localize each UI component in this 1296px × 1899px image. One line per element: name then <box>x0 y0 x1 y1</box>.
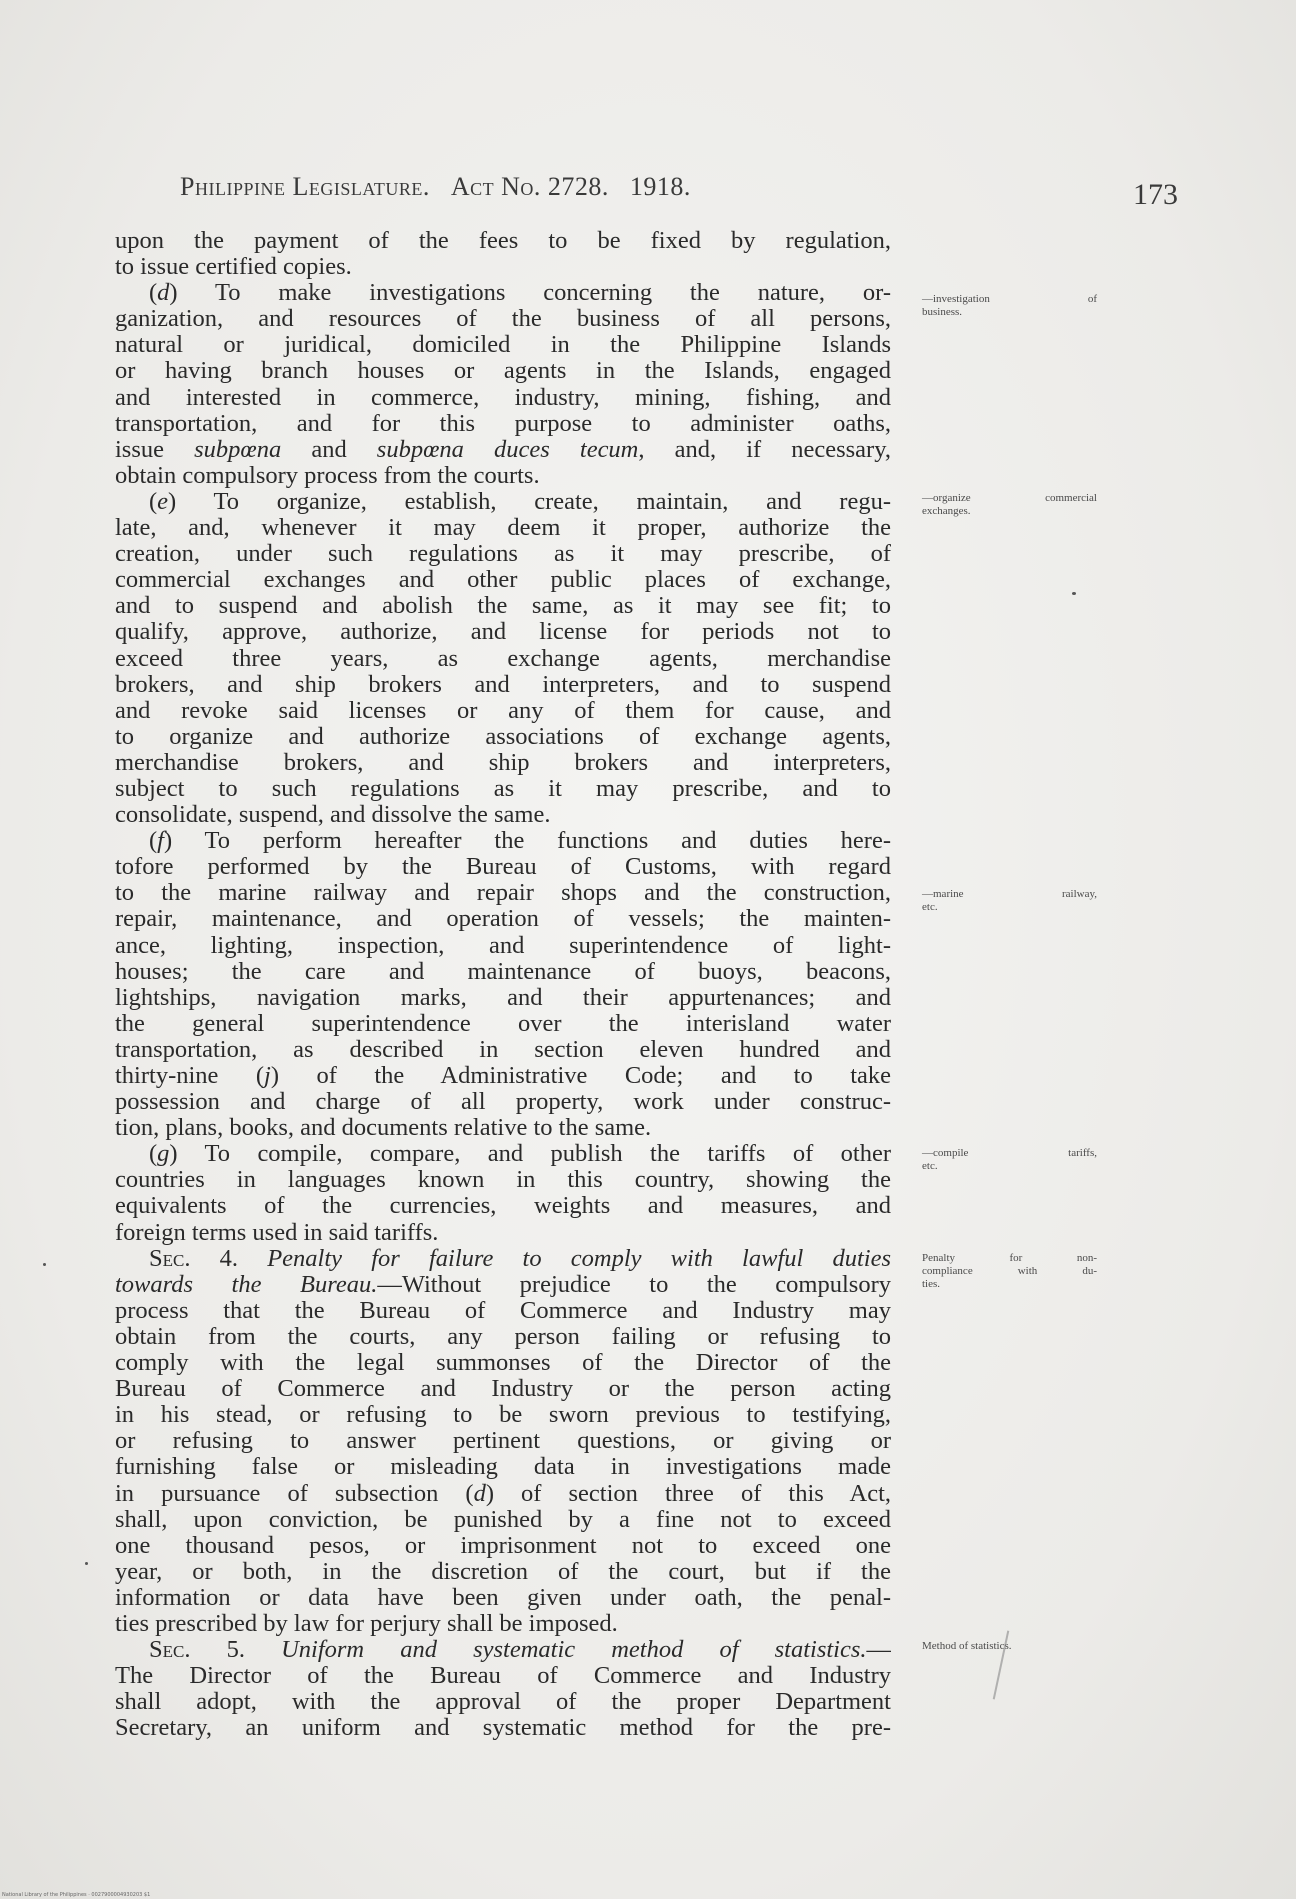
margin-note-line: —investigation of <box>922 293 1097 305</box>
text-line: shall adopt, with the approval of the proper Department <box>115 1689 891 1716</box>
margin-note <box>922 1252 1097 1291</box>
margin-note <box>922 1147 1097 1173</box>
text-line: in his stead, or refusing to be sworn previous to testifying, <box>115 1402 891 1429</box>
text-line: to organize and authorize associations of exchange agents, <box>115 723 891 750</box>
running-head-year: 1918. <box>629 172 691 201</box>
text-line: ties prescribed by law for perjury shall be imposed. <box>115 1610 618 1637</box>
text-line: consolidate, suspend, and dissolve the same. <box>115 802 551 829</box>
text-line: transportation, as described in section eleven hundred and <box>115 1036 891 1063</box>
text-line: subject to such regulations as it may prescribe, and to <box>115 775 891 802</box>
text-line: in pursuance of subsection (d) of section three of this Act, <box>115 1480 891 1507</box>
scan-speck <box>85 1562 88 1565</box>
text-line: Sec. 5. Uniform and systematic method of statistics.— <box>149 1637 891 1664</box>
text-line: and to suspend and abolish the same, as it may see fit; to <box>115 593 891 620</box>
text-line: The Director of the Bureau of Commerce and Industry <box>115 1663 891 1690</box>
text-line: year, or both, in the discretion of the court, but if the <box>115 1558 891 1585</box>
text-line: foreign terms used in said tariffs. <box>115 1219 439 1246</box>
text-line: natural or juridical, domiciled in the Philippine Islands <box>115 332 891 359</box>
text-line: countries in languages known in this country, showing the <box>115 1167 891 1194</box>
body-text <box>115 228 891 1741</box>
margin-note-line: exchanges. <box>922 505 971 517</box>
text-line: brokers, and ship brokers and interpreters, and to suspend <box>115 671 891 698</box>
text-line: exceed three years, as exchange agents, merchandise <box>115 645 891 672</box>
text-line: the general superintendence over the interisland water <box>115 1010 891 1037</box>
margin-note-line: etc. <box>922 901 938 913</box>
library-footer-strip: National Library of the Philippines · 0027900004930203 $1 <box>2 1892 151 1898</box>
text-line: and revoke said licenses or any of them for cause, and <box>115 697 891 724</box>
scan-speck <box>43 1263 46 1266</box>
text-line: (g) To compile, compare, and publish the tariffs of other <box>149 1141 891 1168</box>
margin-note <box>922 492 1097 518</box>
margin-note-line: ties. <box>922 1278 941 1290</box>
text-line: Bureau of Commerce and Industry or the person acting <box>115 1376 891 1403</box>
margin-note-line: compliance with du- <box>922 1265 1097 1277</box>
text-line: or refusing to answer pertinent questions, or giving or <box>115 1428 891 1455</box>
text-line: furnishing false or misleading data in investigations made <box>115 1454 891 1481</box>
text-line: creation, under such regulations as it may prescribe, of <box>115 541 891 568</box>
margin-note-line: —marine railway, <box>922 888 1097 900</box>
text-line: Secretary, an uniform and systematic method for the pre- <box>115 1715 891 1742</box>
text-line: tion, plans, books, and documents relative to the same. <box>115 1115 652 1142</box>
text-line: ance, lighting, inspection, and superintendence of light- <box>115 932 891 959</box>
text-line: late, and, whenever it may deem it proper, authorize the <box>115 515 891 542</box>
text-line: Sec. 4. Penalty for failure to comply with lawful duties <box>149 1245 891 1272</box>
text-line: and interested in commerce, industry, mining, fishing, and <box>115 384 891 411</box>
margin-note-line: —organize commercial <box>922 492 1097 504</box>
margin-note-line: Method of statistics. <box>922 1640 1012 1652</box>
text-line: process that the Bureau of Commerce and Industry may <box>115 1297 891 1324</box>
running-head <box>180 172 691 202</box>
text-line: one thousand pesos, or imprisonment not to exceed one <box>115 1532 891 1559</box>
text-line: transportation, and for this purpose to administer oaths, <box>115 410 891 437</box>
text-line: tofore performed by the Bureau of Customs, with regard <box>115 854 891 881</box>
running-head-act: Act No. 2728. <box>450 172 609 201</box>
text-line: possession and charge of all property, work under construc- <box>115 1089 891 1116</box>
text-line: or having branch houses or agents in the Islands, engaged <box>115 358 891 385</box>
text-line: shall, upon conviction, be punished by a fine not to exceed <box>115 1506 891 1533</box>
text-line: lightships, navigation marks, and their appurtenances; and <box>115 984 891 1011</box>
text-line: comply with the legal summonses of the Director of the <box>115 1350 891 1377</box>
text-line: (f) To perform hereafter the functions and duties here- <box>149 828 891 855</box>
text-line: commercial exchanges and other public places of exchange, <box>115 567 891 594</box>
text-line: repair, maintenance, and operation of vessels; the mainten- <box>115 906 891 933</box>
text-line: upon the payment of the fees to be fixed by regulation, <box>115 228 891 254</box>
text-line: obtain from the courts, any person failing or refusing to <box>115 1323 891 1350</box>
page-number: 173 <box>1133 178 1178 211</box>
scan-speck <box>1072 592 1076 595</box>
text-line: (e) To organize, establish, create, maintain, and regu- <box>149 488 891 515</box>
margin-note-line: business. <box>922 306 963 318</box>
text-line: qualify, approve, authorize, and license for periods not to <box>115 619 891 646</box>
text-line: houses; the care and maintenance of buoys, beacons, <box>115 958 891 985</box>
margin-note-line: —compile tariffs, <box>922 1147 1097 1159</box>
text-line: to the marine railway and repair shops and the construction, <box>115 880 891 907</box>
margin-note <box>922 293 1097 319</box>
margin-note-line: Penalty for non- <box>922 1252 1097 1264</box>
text-line: merchandise brokers, and ship brokers and interpreters, <box>115 749 891 776</box>
text-line: thirty-nine (j) of the Administrative Code; and to take <box>115 1063 891 1089</box>
text-line: (d) To make investigations concerning the nature, or- <box>149 280 891 307</box>
text-line: issue subpœna and subpœna duces tecum, and, if necessary, <box>115 436 891 463</box>
margin-note <box>922 1640 1097 1653</box>
text-line: information or data have been given under oath, the penal- <box>115 1584 891 1611</box>
text-line: obtain compulsory process from the courts. <box>115 462 540 489</box>
text-line: equivalents of the currencies, weights and measures, and <box>115 1193 891 1220</box>
running-head-legislature: Philippine Legislature. <box>180 172 430 201</box>
text-line: ganization, and resources of the business of all persons, <box>115 306 891 333</box>
text-line: towards the Bureau.—Without prejudice to the compulsory <box>115 1271 891 1298</box>
margin-note-line: etc. <box>922 1160 938 1172</box>
margin-note <box>922 888 1097 914</box>
text-line: to issue certified copies. <box>115 254 352 281</box>
